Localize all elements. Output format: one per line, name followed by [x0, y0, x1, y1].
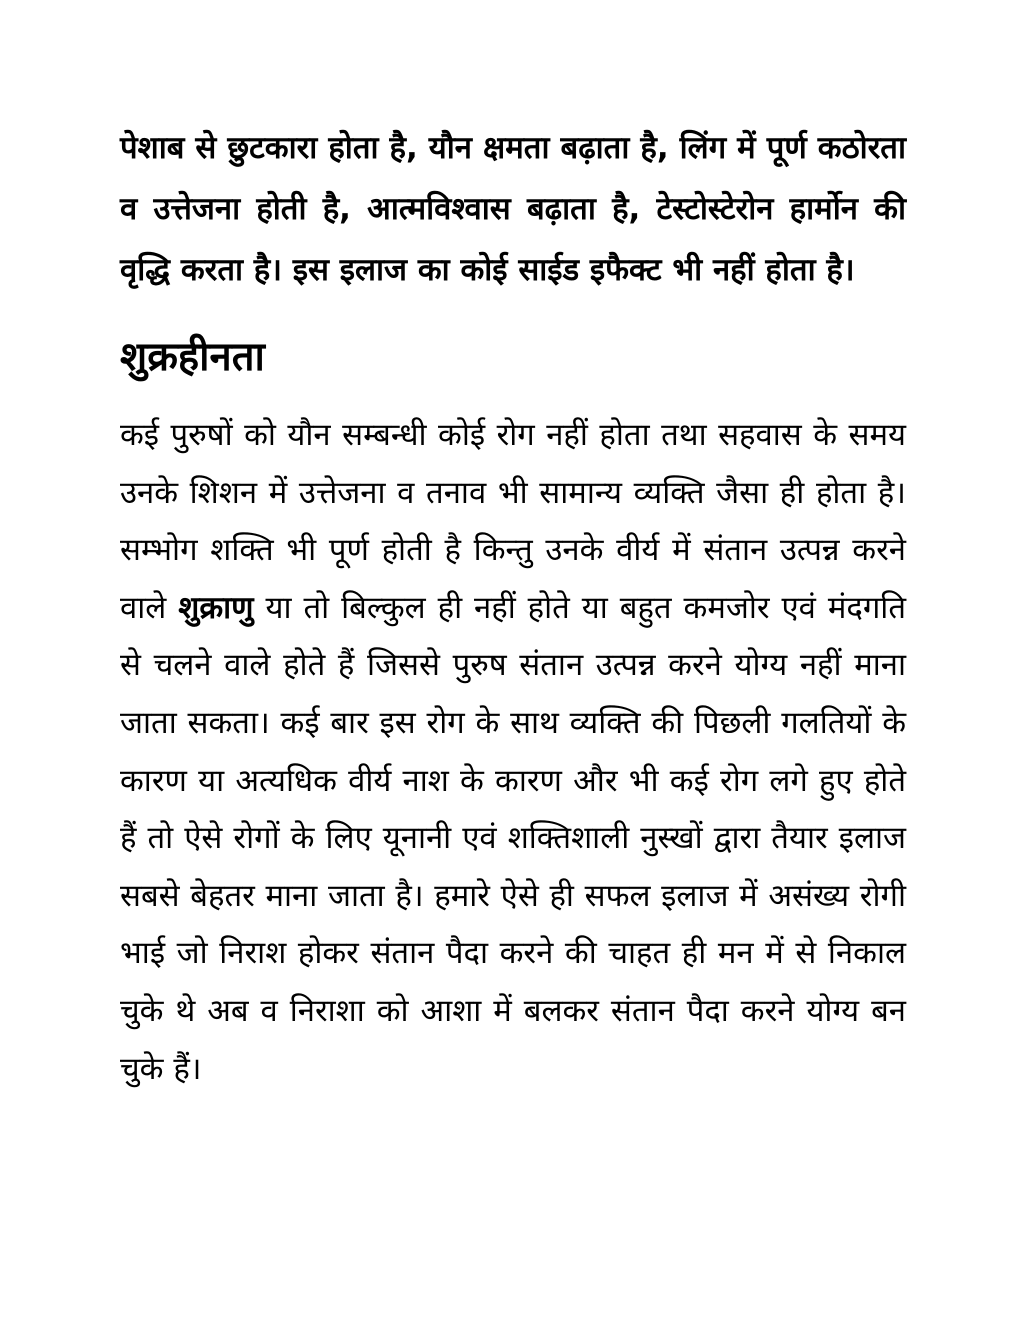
- intro-paragraph: पेशाब से छुटकारा होता है, यौन क्षमता बढ़ाता है, लिंग में पूर्ण कठोरता व उत्तेजना होती है, आत्मविश्वास बढ़ाता है, टेस्टोस्टेरोन हार्मोन की वृद्धि करता है। इस इलाज का कोई साईड इफैक्ट भी नहीं होता है।: [120, 130, 906, 288]
- document-page: [120, 118, 906, 1098]
- highlighted-term: शुक्राणु: [178, 589, 254, 626]
- section-heading: शुक्रहीनता: [120, 334, 265, 380]
- section-paragraph: [120, 407, 906, 1098]
- paragraph-text-after: या तो बिल्कुल ही नहीं होते या बहुत कमजोर एवं मंदगति से चलने वाले होते हैं जिससे पुरुष संतान उत्पन्न करने योग्य नहीं माना जाता सकता। कई बार इस रोग के साथ व्यक्ति की पिछली गलतियों के कारण या अत्यधिक वीर्य नाश के कारण और भी कई रोग लगे हुए होते हैं तो ऐसे रोगों के लिए यूनानी एवं शक्तिशाली नुस्खों द्वारा तैयार इलाज सबसे बेहतर माना जाता है। हमारे ऐसे ही सफल इलाज में असंख्य रोगी भाई जो निराश होकर संतान पैदा करने की चाहत ही मन में से निकाल चुके थे अब व निराशा को आशा में बलकर संतान पैदा करने योग्य बन चुके हैं।: [120, 589, 906, 1087]
- paragraph-text-before: कई पुरुषों को यौन सम्बन्धी कोई रोग नहीं होता तथा सहवास के समय उनके शिशन में उत्तेजना व तनाव भी सामान्य व्यक्ति जैसा ही होता है। सम्भोग शक्ति भी पूर्ण होती है किन्तु उनके वीर्य में संतान उत्पन्न करने वाले: [120, 417, 906, 626]
